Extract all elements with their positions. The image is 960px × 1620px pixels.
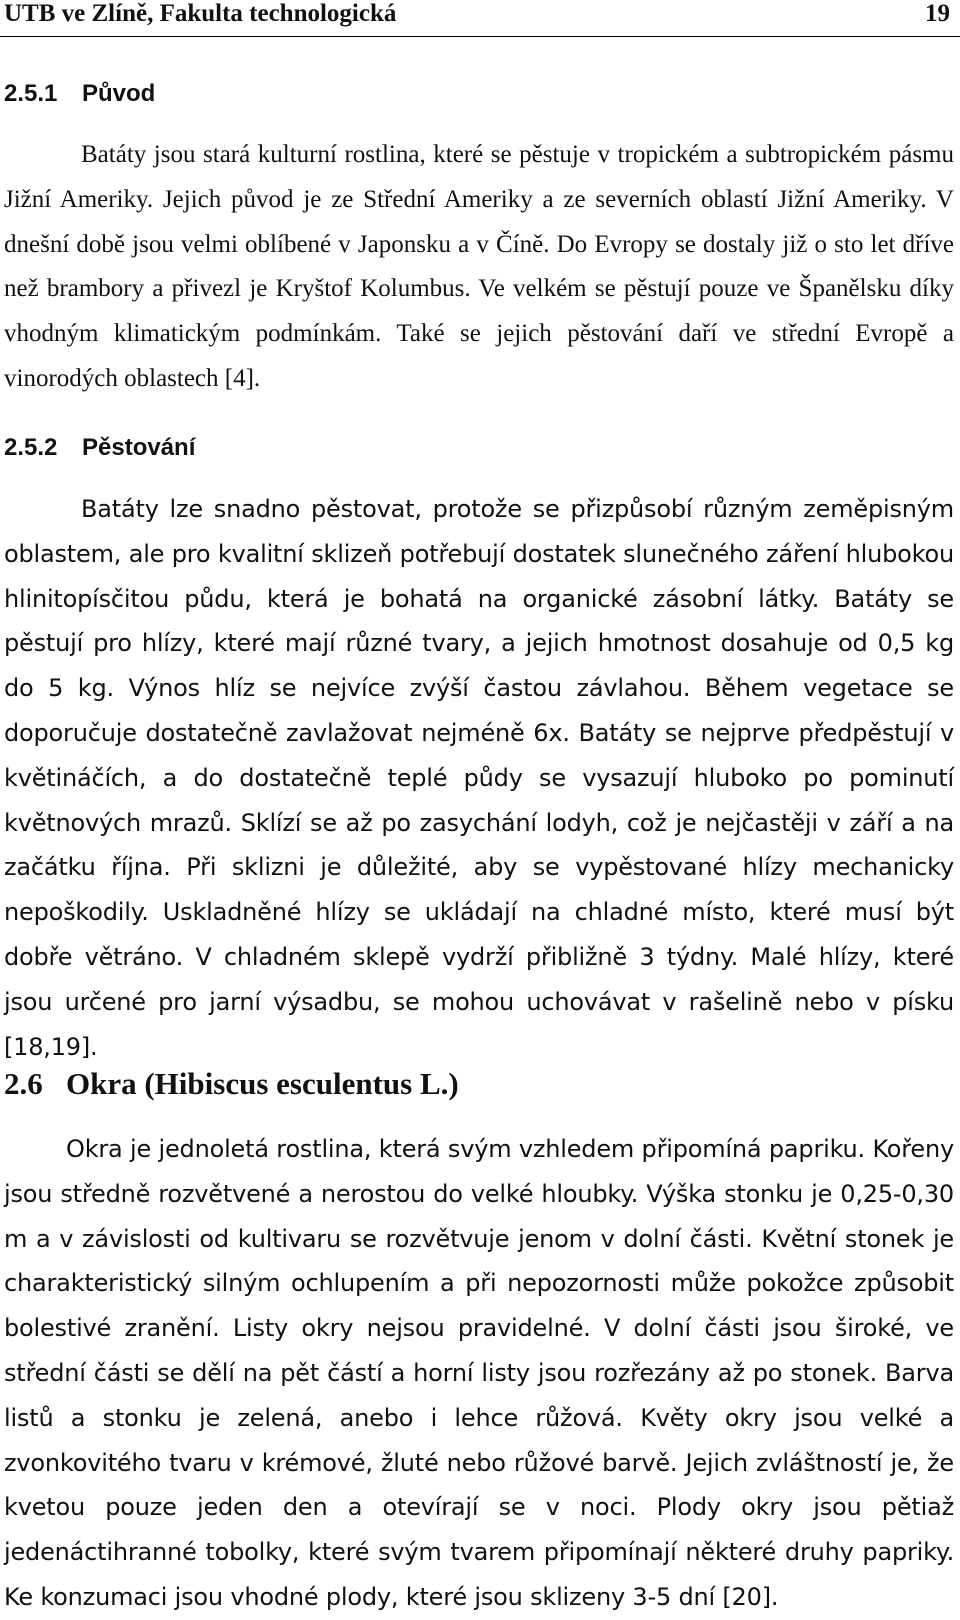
- paragraph-puvod: Batáty jsou stará kulturní rostlina, které se pěstuje v tropickém a subtropickém pásmu Jižní Ameriky. Jejich původ je ze Střední Ameriky a ze severních oblastí Jižní Ameriky. V dnešní době jsou velmi oblíbené v Japonsku a v Číně. Do Evropy se dostaly již o sto let dříve než brambory a přivezl je Kryštof Kolumbus. Ve velkém se pěstují pouze ve Španělsku díky vhodným klimatickým podmínkám. Také se jejich pěstování daří ve střední Evropě a vinorodých oblastech [4].: [4, 141, 954, 392]
- section-heading-26: [4, 1066, 459, 1102]
- page-number: 19: [925, 0, 950, 27]
- header-title: UTB ve Zlíně, Fakulta technologická: [4, 0, 397, 27]
- paragraph-pestovani: Batáty lze snadno pěstovat, protože se přizpůsobí různým zeměpisným oblastem, ale pro kvalitní sklizeň potřebují dostatek slunečného záření hlubokou hlinitopísčitou půdu, která je bohatá na organické zásobní látky. Batáty se pěstují pro hlízy, které mají různé tvary, a jejich hmotnost dosahuje od 0,5 kg do 5 kg. Výnos hlíz se nejvíce zvýší častou závlahou. Během vegetace se doporučuje dostatečně zavlažovat nejméně 6x. Batáty se nejprve předpěstují v květináčích, a do dostatečně teplé půdy se vysazují hluboko po pominutí květnových mrazů. Sklízí se až po zasychání lodyh, což je nejčastěji v září a na začátku října. Při sklizni je důležité, aby se vypěstované hlízy mechanicky nepoškodily. Uskladněné hlízy se ukládají na chladné místo, které musí být dobře větráno. V chladném sklepě vydrží přibližně 3 týdny. Malé hlízy, které jsou určené pro jarní výsadbu, se mohou uchovávat v rašelině nebo v písku [18,19].: [4, 495, 954, 1061]
- section-number: 2.6: [4, 1066, 43, 1101]
- paragraph-okra: Okra je jednoletá rostlina, která svým vzhledem připomíná papriku. Kořeny jsou středně rozvětvené a nerostou do velké hloubky. Výška stonku je 0,25-0,30 m a v závislosti od kultivaru se rozvětvuje jenom v dolní části. Květní stonek je charakteristický silným ochlupením a při nepozornosti může pokožce způsobit bolestivé zranění. Listy okry nejsou pravidelné. V dolní části jsou široké, ve střední části se dělí na pět částí a horní listy jsou rozřezány až po stonek. Barva listů a stonku je zelená, anebo i lehce růžová. Květy okry jsou velké a zvonkovitého tvaru v krémové, žluté nebo růžové barvě. Jejich zvláštností je, že kvetou pouze jeden den a otevírají se v noci. Plody okry jsou pětiaž jedenáctihranné tobolky, které svým tvarem připomínají některé druhy papriky. Ke konzumaci jsou vhodné plody, které jsou sklizeny 3-5 dní [20].: [4, 1135, 954, 1611]
- section-title: Pěstování: [82, 434, 196, 461]
- section-title: Okra (Hibiscus esculentus L.): [66, 1066, 459, 1101]
- page-header: [0, 0, 960, 37]
- section-number: 2.5.1: [4, 80, 58, 107]
- section-number: 2.5.2: [4, 434, 58, 461]
- section-heading-251: [4, 80, 155, 108]
- section-title: Původ: [82, 80, 156, 107]
- section-heading-252: [4, 434, 195, 462]
